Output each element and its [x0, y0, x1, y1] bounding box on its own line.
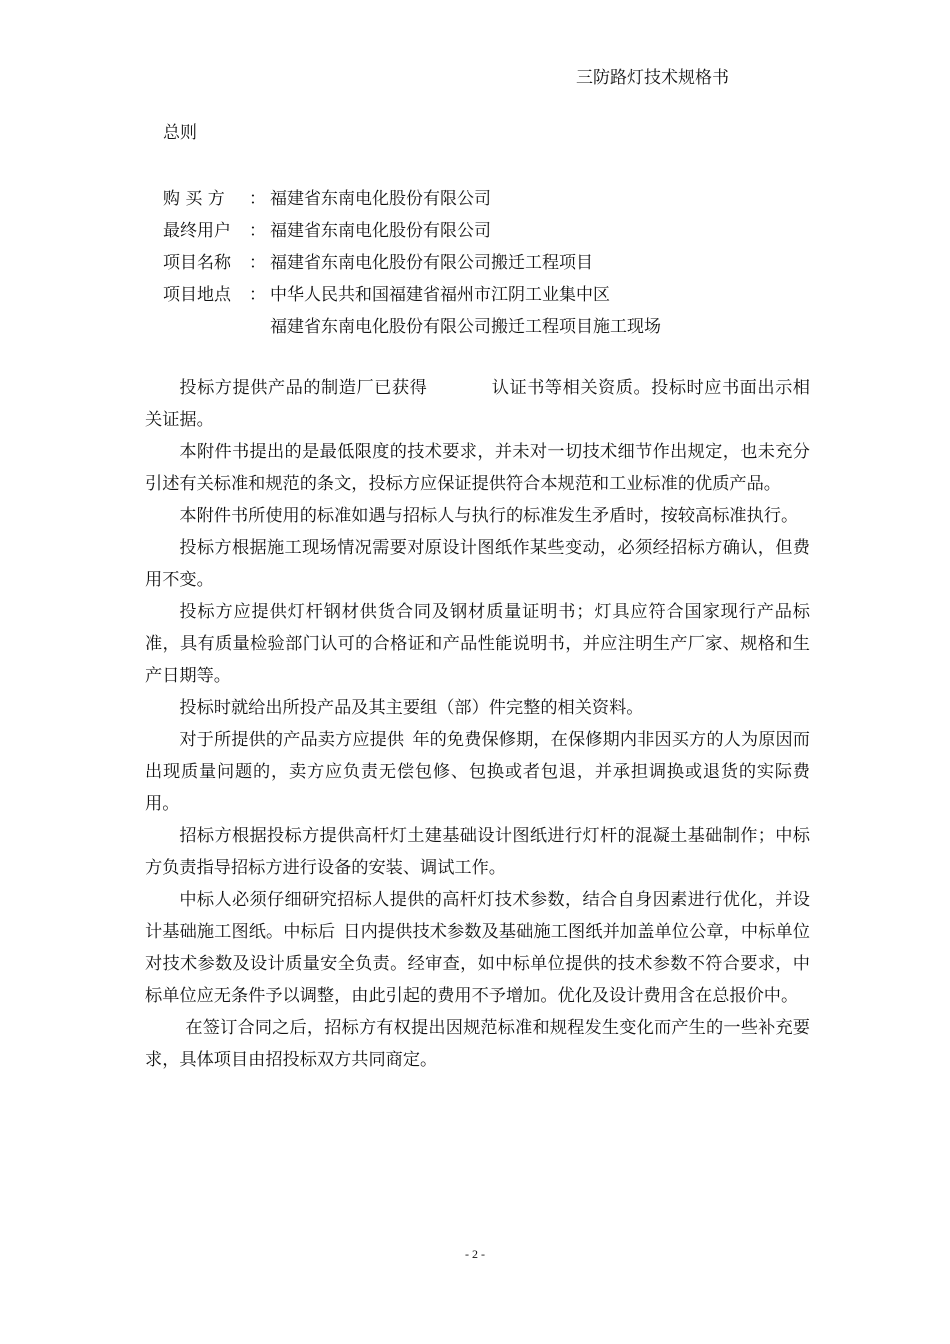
- info-label: 购 买 方: [163, 189, 225, 209]
- info-label: 最终用户: [163, 221, 231, 241]
- paragraph-documentation: 投标时就给出所投产品及其主要组（部）件完整的相关资料。: [179, 698, 644, 718]
- paragraph-standards: 本附件书所使用的标准如遇与招标人与执行的标准发生矛盾时，按较高标准执行。: [179, 506, 799, 526]
- paragraph-text: 年的免费保修期，在保修期内非因买方的人为原因而出现质量问题的，卖方应负责无偿包修、包换或者包退，并承担调换或退货的实际费用。: [145, 730, 810, 814]
- info-row-project-name: [163, 247, 661, 279]
- info-separator: ：: [249, 221, 266, 241]
- paragraph-warranty: [145, 724, 810, 820]
- paragraph-text: 对于所提供的产品卖方应提供: [179, 730, 405, 750]
- info-row-project-location: [163, 279, 661, 311]
- info-separator: ：: [249, 189, 266, 209]
- paragraph-steel-certificates: 投标方应提供灯杆钢材供货合同及钢材质量证明书；灯具应符合国家现行产品标准，具有质量检验部门认可的合格证和产品性能说明书，并应注明生产厂家、规格和生产日期等。: [145, 602, 810, 686]
- info-label: 项目名称: [163, 253, 231, 273]
- section-title: 总则: [163, 123, 197, 143]
- paragraph-text: 认证书等相关资质。投标时应书面出示相关证据。: [145, 378, 810, 430]
- document-header-title: 三防路灯技术规格书: [576, 68, 729, 88]
- info-row-end-user: [163, 215, 661, 247]
- page-number: - 2 -: [465, 1247, 485, 1261]
- info-value: 福建省东南电化股份有限公司: [270, 221, 491, 241]
- info-row-buyer: [163, 183, 661, 215]
- info-value: 福建省东南电化股份有限公司搬迁工程项目: [270, 253, 593, 273]
- paragraph-text: 日内提供技术参数及基础施工图纸并加盖单位公章，中标单位对技术参数及设计质量安全负责。经审查，如中标单位提供的技术参数不符合要求，中标单位应无条件予以调整，由此引起的费用不予增加。优化及设计费用含在总报价中。: [145, 922, 810, 1006]
- paragraph-text: 投标方提供产品的制造厂已获得: [179, 378, 428, 398]
- project-info-block: [163, 183, 661, 343]
- paragraph-foundation: 招标方根据投标方提供高杆灯土建基础设计图纸进行灯杆的混凝土基础制作；中标方负责指导招标方进行设备的安装、调试工作。: [145, 826, 810, 878]
- paragraph-text: 中标人必须仔细研究招标人提供的高杆灯技术参数，结合自身因素进行优化，并设计基础施工图纸。中标后: [145, 890, 810, 942]
- info-separator: ：: [249, 285, 266, 305]
- paragraph-minimum-requirements: 本附件书提出的是最低限度的技术要求，并未对一切技术细节作出规定，也未充分引述有关标准和规范的条文，投标方应保证提供符合本规范和工业标准的优质产品。: [145, 442, 810, 494]
- info-row-location-continued: [163, 311, 661, 343]
- body-text: [145, 372, 810, 1076]
- paragraph-design-changes: 投标方根据施工现场情况需要对原设计图纸作某些变动，必须经招标方确认，但费用不变。: [145, 538, 810, 590]
- paragraph-certification: [145, 372, 810, 436]
- info-separator: ：: [249, 253, 266, 273]
- info-label: 项目地点: [163, 285, 231, 305]
- info-value: 福建省东南电化股份有限公司搬迁工程项目施工现场: [270, 317, 661, 337]
- info-value: 福建省东南电化股份有限公司: [270, 189, 491, 209]
- info-value: 中华人民共和国福建省福州市江阴工业集中区: [270, 285, 610, 305]
- paragraph-technical-parameters: [145, 884, 810, 1012]
- paragraph-supplementary-requirements: 在签订合同之后，招标方有权提出因规范标准和规程发生变化而产生的一些补充要求，具体项目由招投标双方共同商定。: [145, 1018, 810, 1070]
